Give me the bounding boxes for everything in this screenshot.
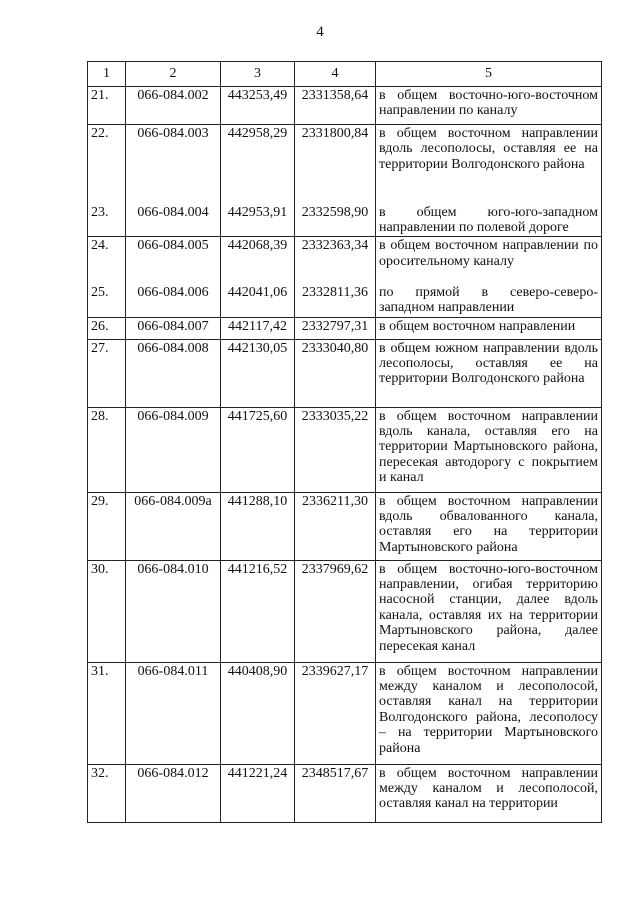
coord-x: 441221,24 bbox=[221, 764, 295, 822]
table-row bbox=[88, 125, 602, 193]
table-row bbox=[88, 662, 602, 764]
table-row bbox=[88, 339, 602, 407]
point-code: 066-084.007 bbox=[126, 317, 221, 339]
point-number: 29. bbox=[88, 492, 126, 560]
segment-description: в общем юго-юго-западном направлении по полевой дороге bbox=[376, 193, 602, 237]
coord-y: 2336211,30 bbox=[295, 492, 376, 560]
table-row bbox=[88, 193, 602, 237]
segment-description: в общем южном направлении вдоль лесополосы, оставляя ее на территории Волгодонского района bbox=[376, 339, 602, 407]
coord-x: 440408,90 bbox=[221, 662, 295, 764]
coord-x: 442041,06 bbox=[221, 273, 295, 317]
point-number: 21. bbox=[88, 87, 126, 125]
point-code: 066-084.008 bbox=[126, 339, 221, 407]
point-code: 066-084.002 bbox=[126, 87, 221, 125]
coord-x: 442068,39 bbox=[221, 237, 295, 273]
page-number: 4 bbox=[316, 24, 324, 40]
coord-x: 443253,49 bbox=[221, 87, 295, 125]
coord-y: 2332797,31 bbox=[295, 317, 376, 339]
segment-description: в общем восточном направлении вдоль обвалованного канала, оставляя его на территории Мартыновского района bbox=[376, 492, 602, 560]
coord-x: 442953,91 bbox=[221, 193, 295, 237]
point-number: 22. bbox=[88, 125, 126, 193]
table-header-row bbox=[88, 62, 602, 87]
column-header: 2 bbox=[126, 62, 221, 87]
point-number: 31. bbox=[88, 662, 126, 764]
coord-y: 2333040,80 bbox=[295, 339, 376, 407]
coord-x: 442130,05 bbox=[221, 339, 295, 407]
boundary-points-table bbox=[87, 61, 602, 823]
point-code: 066-084.012 bbox=[126, 764, 221, 822]
coord-y: 2337969,62 bbox=[295, 560, 376, 662]
column-header: 1 bbox=[88, 62, 126, 87]
segment-description: в общем восточном направлении вдоль канала, оставляя его на территории Мартыновского района, пересекая автодорогу с покрытием и канал bbox=[376, 407, 602, 492]
coord-x: 442958,29 bbox=[221, 125, 295, 193]
point-number: 27. bbox=[88, 339, 126, 407]
segment-description: в общем восточном направлении по оросительному каналу bbox=[376, 237, 602, 273]
point-code: 066-084.009 bbox=[126, 407, 221, 492]
table-row bbox=[88, 237, 602, 273]
coord-y: 2332598,90 bbox=[295, 193, 376, 237]
point-number: 28. bbox=[88, 407, 126, 492]
coord-y: 2332811,36 bbox=[295, 273, 376, 317]
point-number: 30. bbox=[88, 560, 126, 662]
coord-y: 2333035,22 bbox=[295, 407, 376, 492]
coord-x: 442117,42 bbox=[221, 317, 295, 339]
coord-y: 2331358,64 bbox=[295, 87, 376, 125]
coord-y: 2339627,17 bbox=[295, 662, 376, 764]
point-code: 066-084.010 bbox=[126, 560, 221, 662]
column-header: 3 bbox=[221, 62, 295, 87]
segment-description: в общем восточно-юго-восточном направлении, огибая территорию насосной станции, далее вдоль канала, оставляя их на территории Мартыновского района, далее пересекая канал bbox=[376, 560, 602, 662]
segment-description: в общем восточном направлении bbox=[376, 317, 602, 339]
coord-x: 441725,60 bbox=[221, 407, 295, 492]
point-code: 066-084.009а bbox=[126, 492, 221, 560]
table-row bbox=[88, 317, 602, 339]
segment-description: в общем восточно-юго-восточном направлении по каналу bbox=[376, 87, 602, 125]
column-header: 5 bbox=[376, 62, 602, 87]
coord-y: 2348517,67 bbox=[295, 764, 376, 822]
table-row bbox=[88, 764, 602, 822]
point-number: 26. bbox=[88, 317, 126, 339]
point-code: 066-084.005 bbox=[126, 237, 221, 273]
table-row bbox=[88, 87, 602, 125]
table-row bbox=[88, 273, 602, 317]
table-row bbox=[88, 560, 602, 662]
point-number: 24. bbox=[88, 237, 126, 273]
point-code: 066-084.006 bbox=[126, 273, 221, 317]
coord-y: 2332363,34 bbox=[295, 237, 376, 273]
point-code: 066-084.011 bbox=[126, 662, 221, 764]
segment-description: по прямой в северо-северо-западном направлении bbox=[376, 273, 602, 317]
coord-x: 441216,52 bbox=[221, 560, 295, 662]
table-row bbox=[88, 407, 602, 492]
point-code: 066-084.004 bbox=[126, 193, 221, 237]
point-code: 066-084.003 bbox=[126, 125, 221, 193]
segment-description: в общем восточном направлении вдоль лесополосы, оставляя ее на территории Волгодонского района bbox=[376, 125, 602, 193]
segment-description: в общем восточном направлении между каналом и лесополосой, оставляя канал на территории bbox=[376, 764, 602, 822]
coord-y: 2331800,84 bbox=[295, 125, 376, 193]
table-row bbox=[88, 492, 602, 560]
segment-description: в общем восточном направлении между каналом и лесополосой, оставляя канал на территории Волгодонского района, лесополосу – на территории Мартыновского района bbox=[376, 662, 602, 764]
point-number: 25. bbox=[88, 273, 126, 317]
point-number: 32. bbox=[88, 764, 126, 822]
coord-x: 441288,10 bbox=[221, 492, 295, 560]
column-header: 4 bbox=[295, 62, 376, 87]
point-number: 23. bbox=[88, 193, 126, 237]
